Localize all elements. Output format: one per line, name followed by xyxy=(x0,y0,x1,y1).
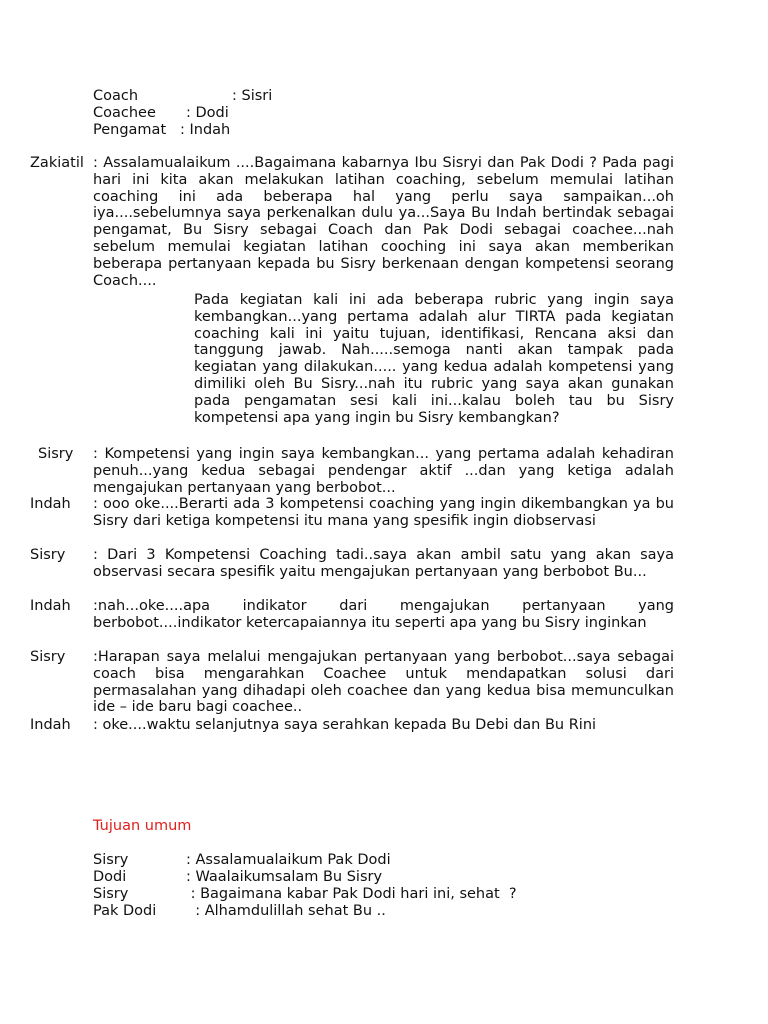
conversation-text: : Alhamdulillah sehat Bu .. xyxy=(186,903,386,919)
conversation-text: : Assalamualaikum Pak Dodi xyxy=(186,852,391,868)
dialogue-speaker: Sisry xyxy=(30,547,66,563)
header-coachee-label: Coachee xyxy=(93,105,156,121)
dialogue-text: :Harapan saya melalui mengajukan pertanyaan yang berbobot...saya sebagai coach bisa mengarahkan Coachee untuk mendapatkan solusi dari permasalahan yang dihadapi oleh coachee dan yang kedua bisa memunculkan ide – ide baru bagi coachee.. xyxy=(93,649,674,716)
dialogue-text: : Assalamualaikum ....Bagaimana kabarnya Ibu Sisryi dan Pak Dodi ? Pada pagi hari ini kita akan melakukan latihan coaching, sebelum memulai latihan coaching ini ada beberapa hal yang perlu saya sampaikan...oh iya....sebelumnya saya perkenalkan dulu ya...Saya Bu Indah bertindak sebagai pengamat, Bu Sisry sebagai Coach dan Pak Dodi sebagai coachee...nah sebelum memulai kegiatan latihan cooching ini saya akan memberikan beberapa pertanyaan kepada bu Sisry berkenaan dengan kompetensi seorang Coach.... xyxy=(93,155,674,289)
conversation-speaker: Sisry xyxy=(93,886,129,902)
dialogue-text: : ooo oke....Berarti ada 3 kompetensi coaching yang ingin dikembangkan ya bu Sisry dari ketiga kompetensi itu mana yang spesifik ingin diobservasi xyxy=(93,496,674,529)
dialogue-text-continued: Pada kegiatan kali ini ada beberapa rubric yang ingin saya kembangkan...yang pertama adalah alur TIRTA pada kegiatan coaching kali ini yaitu tujuan, identifikasi, Rencana aksi dan tanggung jawab. Nah.....semoga nanti akan tampak pada kegiatan yang dilakukan..... yang kedua adalah kompetensi yang dimiliki oleh Bu Sisry...nah itu rubric yang saya akan gunakan pada pengamatan sesi kali ini...kalau boleh tau bu Sisry kompetensi apa yang ingin bu Sisry kembangkan? xyxy=(194,292,674,426)
conversation-text: : Bagaimana kabar Pak Dodi hari ini, sehat ? xyxy=(186,886,517,902)
dialogue-text: :nah...oke....apa indikator dari mengajukan pertanyaan yang berbobot....indikator ketercapaiannya itu seperti apa yang bu Sisry inginkan xyxy=(93,598,674,631)
header-coach-label: Coach xyxy=(93,88,139,104)
dialogue-speaker: Indah xyxy=(30,717,71,733)
header-coachee-value: : Dodi xyxy=(186,105,229,121)
conversation-speaker: Dodi xyxy=(93,869,127,885)
dialogue-speaker: Sisry xyxy=(38,446,74,462)
header-pengamat-label: Pengamat xyxy=(93,122,167,138)
dialogue-speaker: Zakiatil xyxy=(30,155,84,171)
section-title: Tujuan umum xyxy=(93,818,192,834)
header-pengamat-value: : Indah xyxy=(180,122,231,138)
header-coach-value: : Sisri xyxy=(232,88,273,104)
dialogue-text: : oke....waktu selanjutnya saya serahkan kepada Bu Debi dan Bu Rini xyxy=(93,717,597,733)
dialogue-text: : Dari 3 Kompetensi Coaching tadi..saya akan ambil satu yang akan saya observasi secara spesifik yaitu mengajukan pertanyaan yang berbobot Bu... xyxy=(93,547,674,580)
conversation-speaker: Pak Dodi xyxy=(93,903,157,919)
dialogue-speaker: Sisry xyxy=(30,649,66,665)
dialogue-speaker: Indah xyxy=(30,496,71,512)
dialogue-speaker: Indah xyxy=(30,598,71,614)
dialogue-text: : Kompetensi yang ingin saya kembangkan... yang pertama adalah kehadiran penuh...yang kedua sebagai pendengar aktif ...dan yang ketiga adalah mengajukan pertanyaan yang berbobot... xyxy=(93,446,674,496)
conversation-text: : Waalaikumsalam Bu Sisry xyxy=(186,869,383,885)
conversation-speaker: Sisry xyxy=(93,852,129,868)
